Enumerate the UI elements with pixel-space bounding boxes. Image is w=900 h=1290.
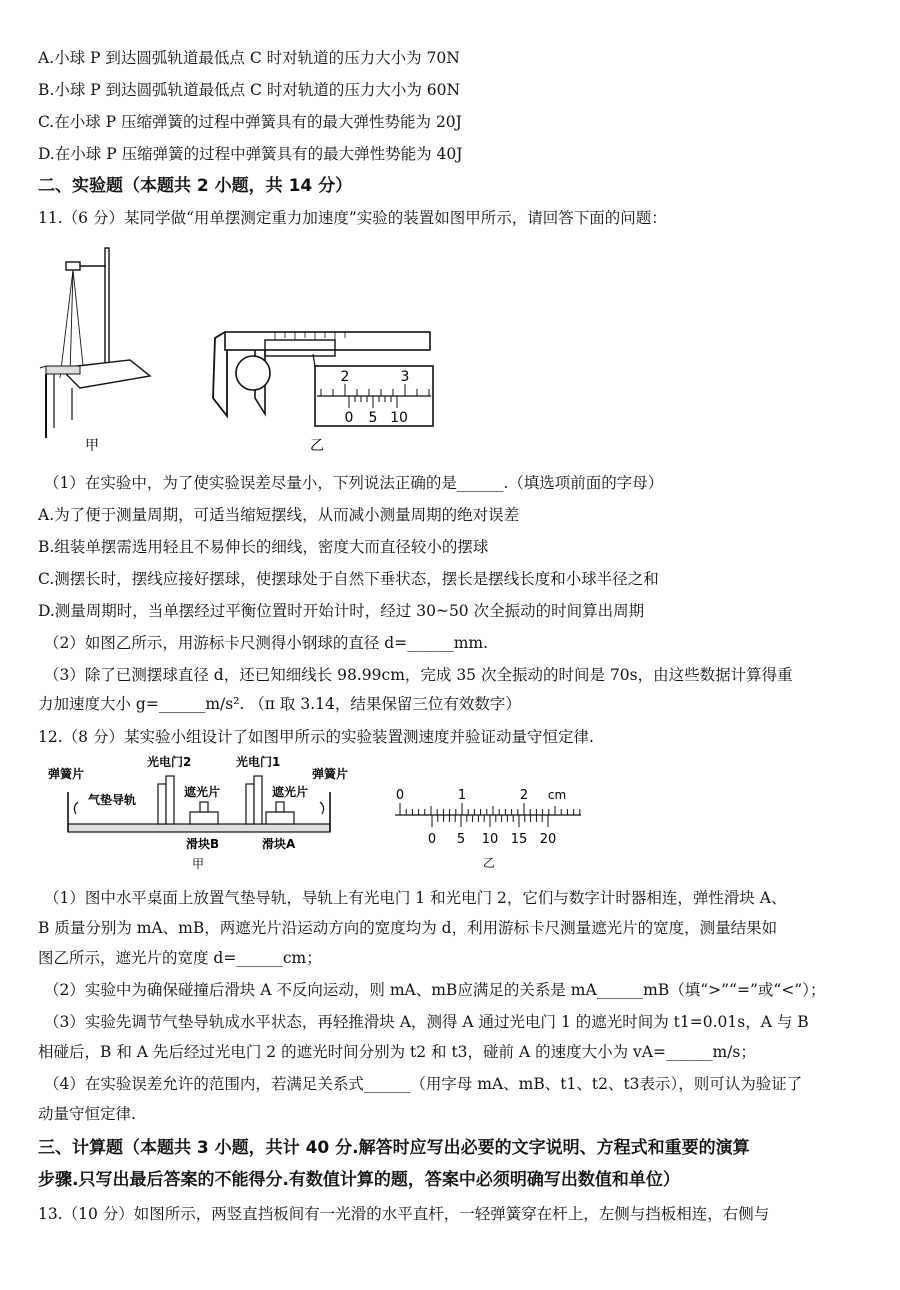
- q12-part1-line1: （1）图中水平桌面上放置气垫导轨，导轨上有光电门 1 和光电门 2，它们与数字计时器相连，弹性滑块 A、: [44, 889, 787, 907]
- q12-part3-line2: 相碰后，B 和 A 先后经过光电门 2 的遮光时间分别为 t2 和 t3，碰前 A 的速度大小为 vA=______m/s；: [38, 1043, 756, 1061]
- caliper-vernier-5: 5: [368, 410, 378, 426]
- scale-vernier-5: 5: [456, 832, 466, 847]
- q11-part3-line2: 力加速度大小 g=______m/s². （π 取 3.14，结果保留三位有效数字）: [38, 695, 521, 713]
- q12-part1-line3: 图乙所示，遮光片的宽度 d=______cm；: [38, 949, 322, 967]
- label-spring-left: 弹簧片: [48, 767, 85, 781]
- q10-option-a: A.小球 P 到达圆弧轨道最低点 C 时对轨道的压力大小为 70N: [38, 49, 460, 67]
- q12-stem: 12.（8 分）某实验小组设计了如图甲所示的实验装置测速度并验证动量守恒定律.: [38, 728, 594, 746]
- q10-option-d: D.在小球 P 压缩弹簧的过程中弹簧具有的最大弹性势能为 40J: [38, 145, 463, 163]
- section3-title-line1: 三、计算题（本题共 3 小题，共计 40 分.解答时应写出必要的文字说明、方程式和重要的演算: [38, 1138, 750, 1158]
- caliper-vernier-10: 10: [390, 410, 408, 426]
- fig-label-yi: 乙: [310, 438, 324, 454]
- caliper-figure: [205, 318, 445, 458]
- pendulum-figure: [40, 248, 160, 458]
- label-spring-right: 弹簧片: [312, 767, 349, 781]
- q11-part1: （1）在实验中，为了使实验误差尽量小，下列说法正确的是______.（填选项前面的字母）: [44, 474, 664, 492]
- label-gate1: 光电门1: [236, 755, 281, 769]
- q11-option-b: B.组装单摆需选用轻且不易伸长的细线，密度大而直径较小的摆球: [38, 538, 489, 556]
- caliper-vernier-0: 0: [344, 410, 354, 426]
- q11-option-d: D.测量周期时，当单摆经过平衡位置时开始计时，经过 30~50 次全振动的时间算出周期: [38, 602, 645, 620]
- q12-part3-line1: （3）实验先调节气垫导轨成水平状态，再轻推滑块 A，测得 A 通过光电门 1 的遮光时间为 t1=0.01s，A 与 B: [44, 1013, 809, 1031]
- vernier-scale-figure: [385, 785, 585, 875]
- q11-option-a: A.为了便于测量周期，可适当缩短摆线，从而减小测量周期的绝对误差: [38, 506, 520, 524]
- air-track-figure: [40, 752, 349, 874]
- scale-vernier-15: 15: [510, 832, 528, 847]
- q11-part3-line1: （3）除了已测摆球直径 d，还已知细线长 98.99cm，完成 35 次全振动的时间是 70s，由这些数据计算得重: [44, 666, 793, 684]
- q11-stem: 11.（6 分）某同学做“用单摆测定重力加速度”实验的装置如图甲所示，请回答下面的问题：: [38, 209, 667, 227]
- label-slider-b: 滑块B: [186, 837, 220, 851]
- label-slider-a: 滑块A: [262, 837, 296, 851]
- q11-option-c: C.测摆长时，摆线应接好摆球，使摆球处于自然下垂状态，摆长是摆线长度和小球半径之和: [38, 570, 659, 588]
- label-shade-b: 遮光片: [184, 785, 221, 799]
- scale-main-0: 0: [395, 788, 405, 803]
- scale-vernier-0: 0: [427, 832, 437, 847]
- scale-main-2: 2: [519, 788, 529, 803]
- section3-title-line2: 步骤.只写出最后答案的不能得分.有数值计算的题，答案中必须明确写出数值和单位）: [38, 1170, 680, 1190]
- q11-part2: （2）如图乙所示，用游标卡尺测得小钢球的直径 d=______mm.: [44, 634, 489, 652]
- scale-main-1: 1: [457, 788, 467, 803]
- scale-vernier-20: 20: [539, 832, 557, 847]
- caliper-main-3: 3: [400, 369, 410, 385]
- label-gate2: 光电门2: [147, 755, 192, 769]
- q12-part1-line2: B 质量分别为 mA、mB，两遮光片沿运动方向的宽度均为 d，利用游标卡尺测量遮光片的宽度，测量结果如: [38, 919, 778, 937]
- q12-part2: （2）实验中为确保碰撞后滑块 A 不反向运动，则 mA、mB应满足的关系是 mA______mB（填“>”“=”或“<”）；: [44, 981, 826, 999]
- fig-label-jia: 甲: [85, 438, 99, 454]
- section2-title: 二、实验题（本题共 2 小题，共 14 分）: [38, 176, 353, 196]
- fig-label-jia-2: 甲: [191, 857, 205, 871]
- q10-option-c: C.在小球 P 压缩弹簧的过程中弹簧具有的最大弹性势能为 20J: [38, 113, 462, 131]
- fig-label-yi-2: 乙: [482, 856, 496, 870]
- caliper-main-2: 2: [340, 369, 350, 385]
- q12-part4-line2: 动量守恒定律.: [38, 1105, 136, 1123]
- q10-option-b: B.小球 P 到达圆弧轨道最低点 C 时对轨道的压力大小为 60N: [38, 81, 461, 99]
- label-shade-a: 遮光片: [272, 785, 309, 799]
- label-track: 气垫导轨: [88, 793, 137, 807]
- scale-vernier-10: 10: [481, 832, 499, 847]
- q12-part4-line1: （4）在实验误差允许的范围内，若满足关系式______（用字母 mA、mB、t1、t2、t3表示），则可认为验证了: [44, 1075, 803, 1093]
- q13-stem: 13.（10 分）如图所示，两竖直挡板间有一光滑的水平直杆，一轻弹簧穿在杆上，左侧与挡板相连，右侧与: [38, 1205, 770, 1223]
- scale-unit: cm: [547, 788, 567, 802]
